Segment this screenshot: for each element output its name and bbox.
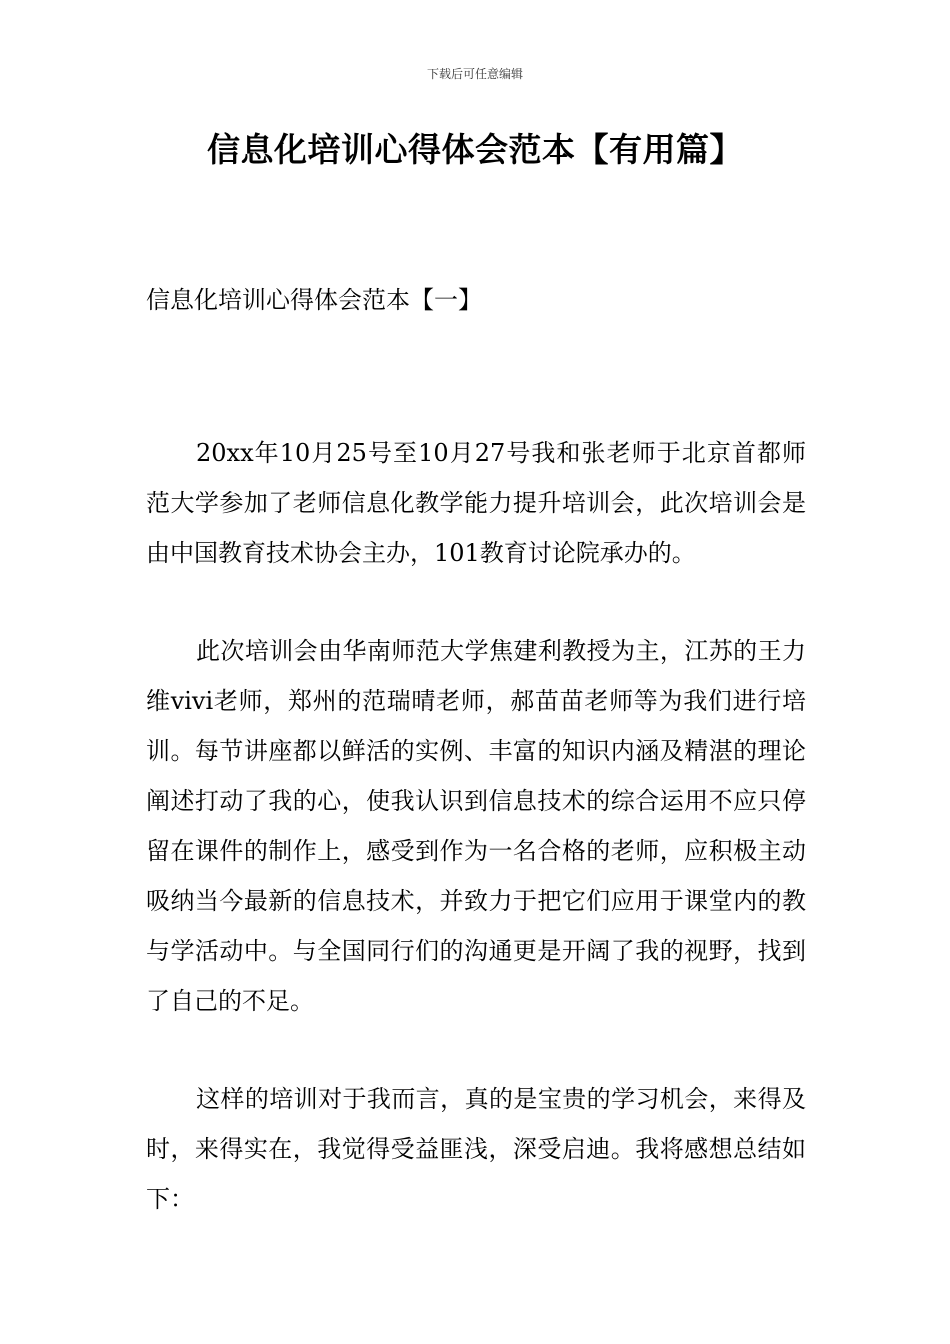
paragraph: 此次培训会由华南师范大学焦建利教授为主，江苏的王力维vivi老师，郑州的范瑞晴老师，郝苗苗老师等为我们进行培训。每节讲座都以鲜活的实例、丰富的知识内涵及精湛的理论阐述打动了我的心，使我认识到信息技术的综合运用不应只停留在课件的制作上，感受到作为一名合格的老师，应积极主动吸纳当今最新的信息技术，并致力于把它们应用于课堂内的教与学活动中。与全国同行们的沟通更是开阔了我的视野，找到了自己的不足。 — [146, 637, 806, 1015]
section-heading: 信息化培训心得体会范本【一】 — [146, 286, 482, 314]
header-note: 下载后可任意编辑 — [426, 67, 523, 81]
document-body — [146, 428, 806, 1272]
paragraph: 20xx年10月25号至10月27号我和张老师于北京首都师范大学参加了老师信息化教学能力提升培训会，此次培训会是由中国教育技术协会主办，101教育讨论院承办的。 — [146, 439, 806, 567]
document-title: 信息化培训心得体会范本【有用篇】 — [207, 130, 743, 169]
paragraph: 这样的培训对于我而言，真的是宝贵的学习机会，来得及时，来得实在，我觉得受益匪浅，深受启迪。我将感想总结如下： — [146, 1085, 806, 1213]
